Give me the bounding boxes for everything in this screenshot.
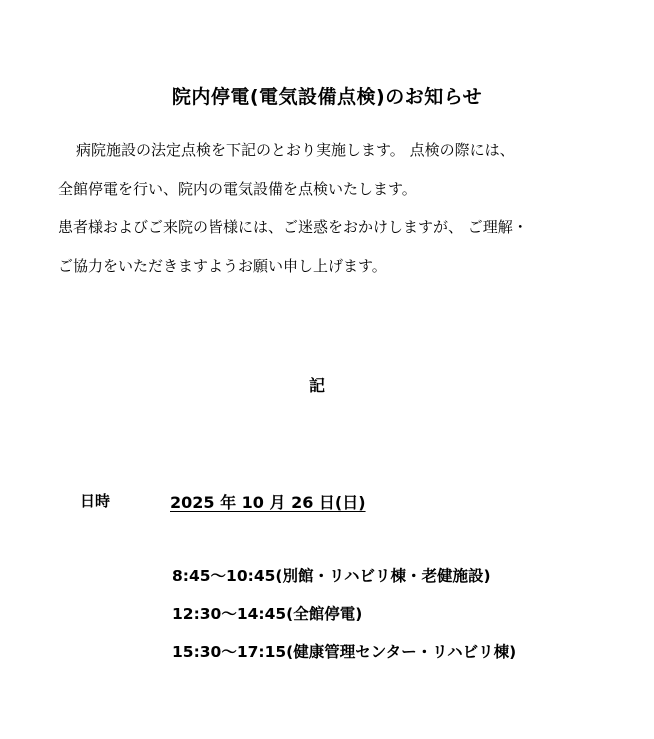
body-line: 全館停電を行い、院内の電気設備を点検いたします。: [58, 179, 417, 198]
schedule-item: 12:30～14:45(全館停電): [172, 605, 363, 623]
date-value: 2025 年 10 月 26 日(日): [170, 493, 366, 512]
schedule-list: [172, 566, 516, 680]
schedule-item: 8:45～10:45(別館・リハビリ棟・老健施設): [172, 567, 491, 585]
body-line: 患者様およびご来院の皆様には、ご迷惑をおかけしますが、 ご理解・: [58, 218, 528, 236]
ki-heading: 記: [308, 376, 325, 395]
notice-title: 院内停電(電気設備点検)のお知らせ: [171, 86, 483, 108]
body-line: 病院施設の法定点検を下記のとおり実施します。 点検の際には、: [76, 141, 515, 159]
date-label: 日時: [80, 492, 111, 510]
schedule-item: 15:30～17:15(健康管理センター・リハビリ棟): [172, 643, 517, 661]
body-line: ご協力をいただきますようお願い申し上げます。: [58, 256, 387, 275]
notice-body: [58, 140, 618, 294]
